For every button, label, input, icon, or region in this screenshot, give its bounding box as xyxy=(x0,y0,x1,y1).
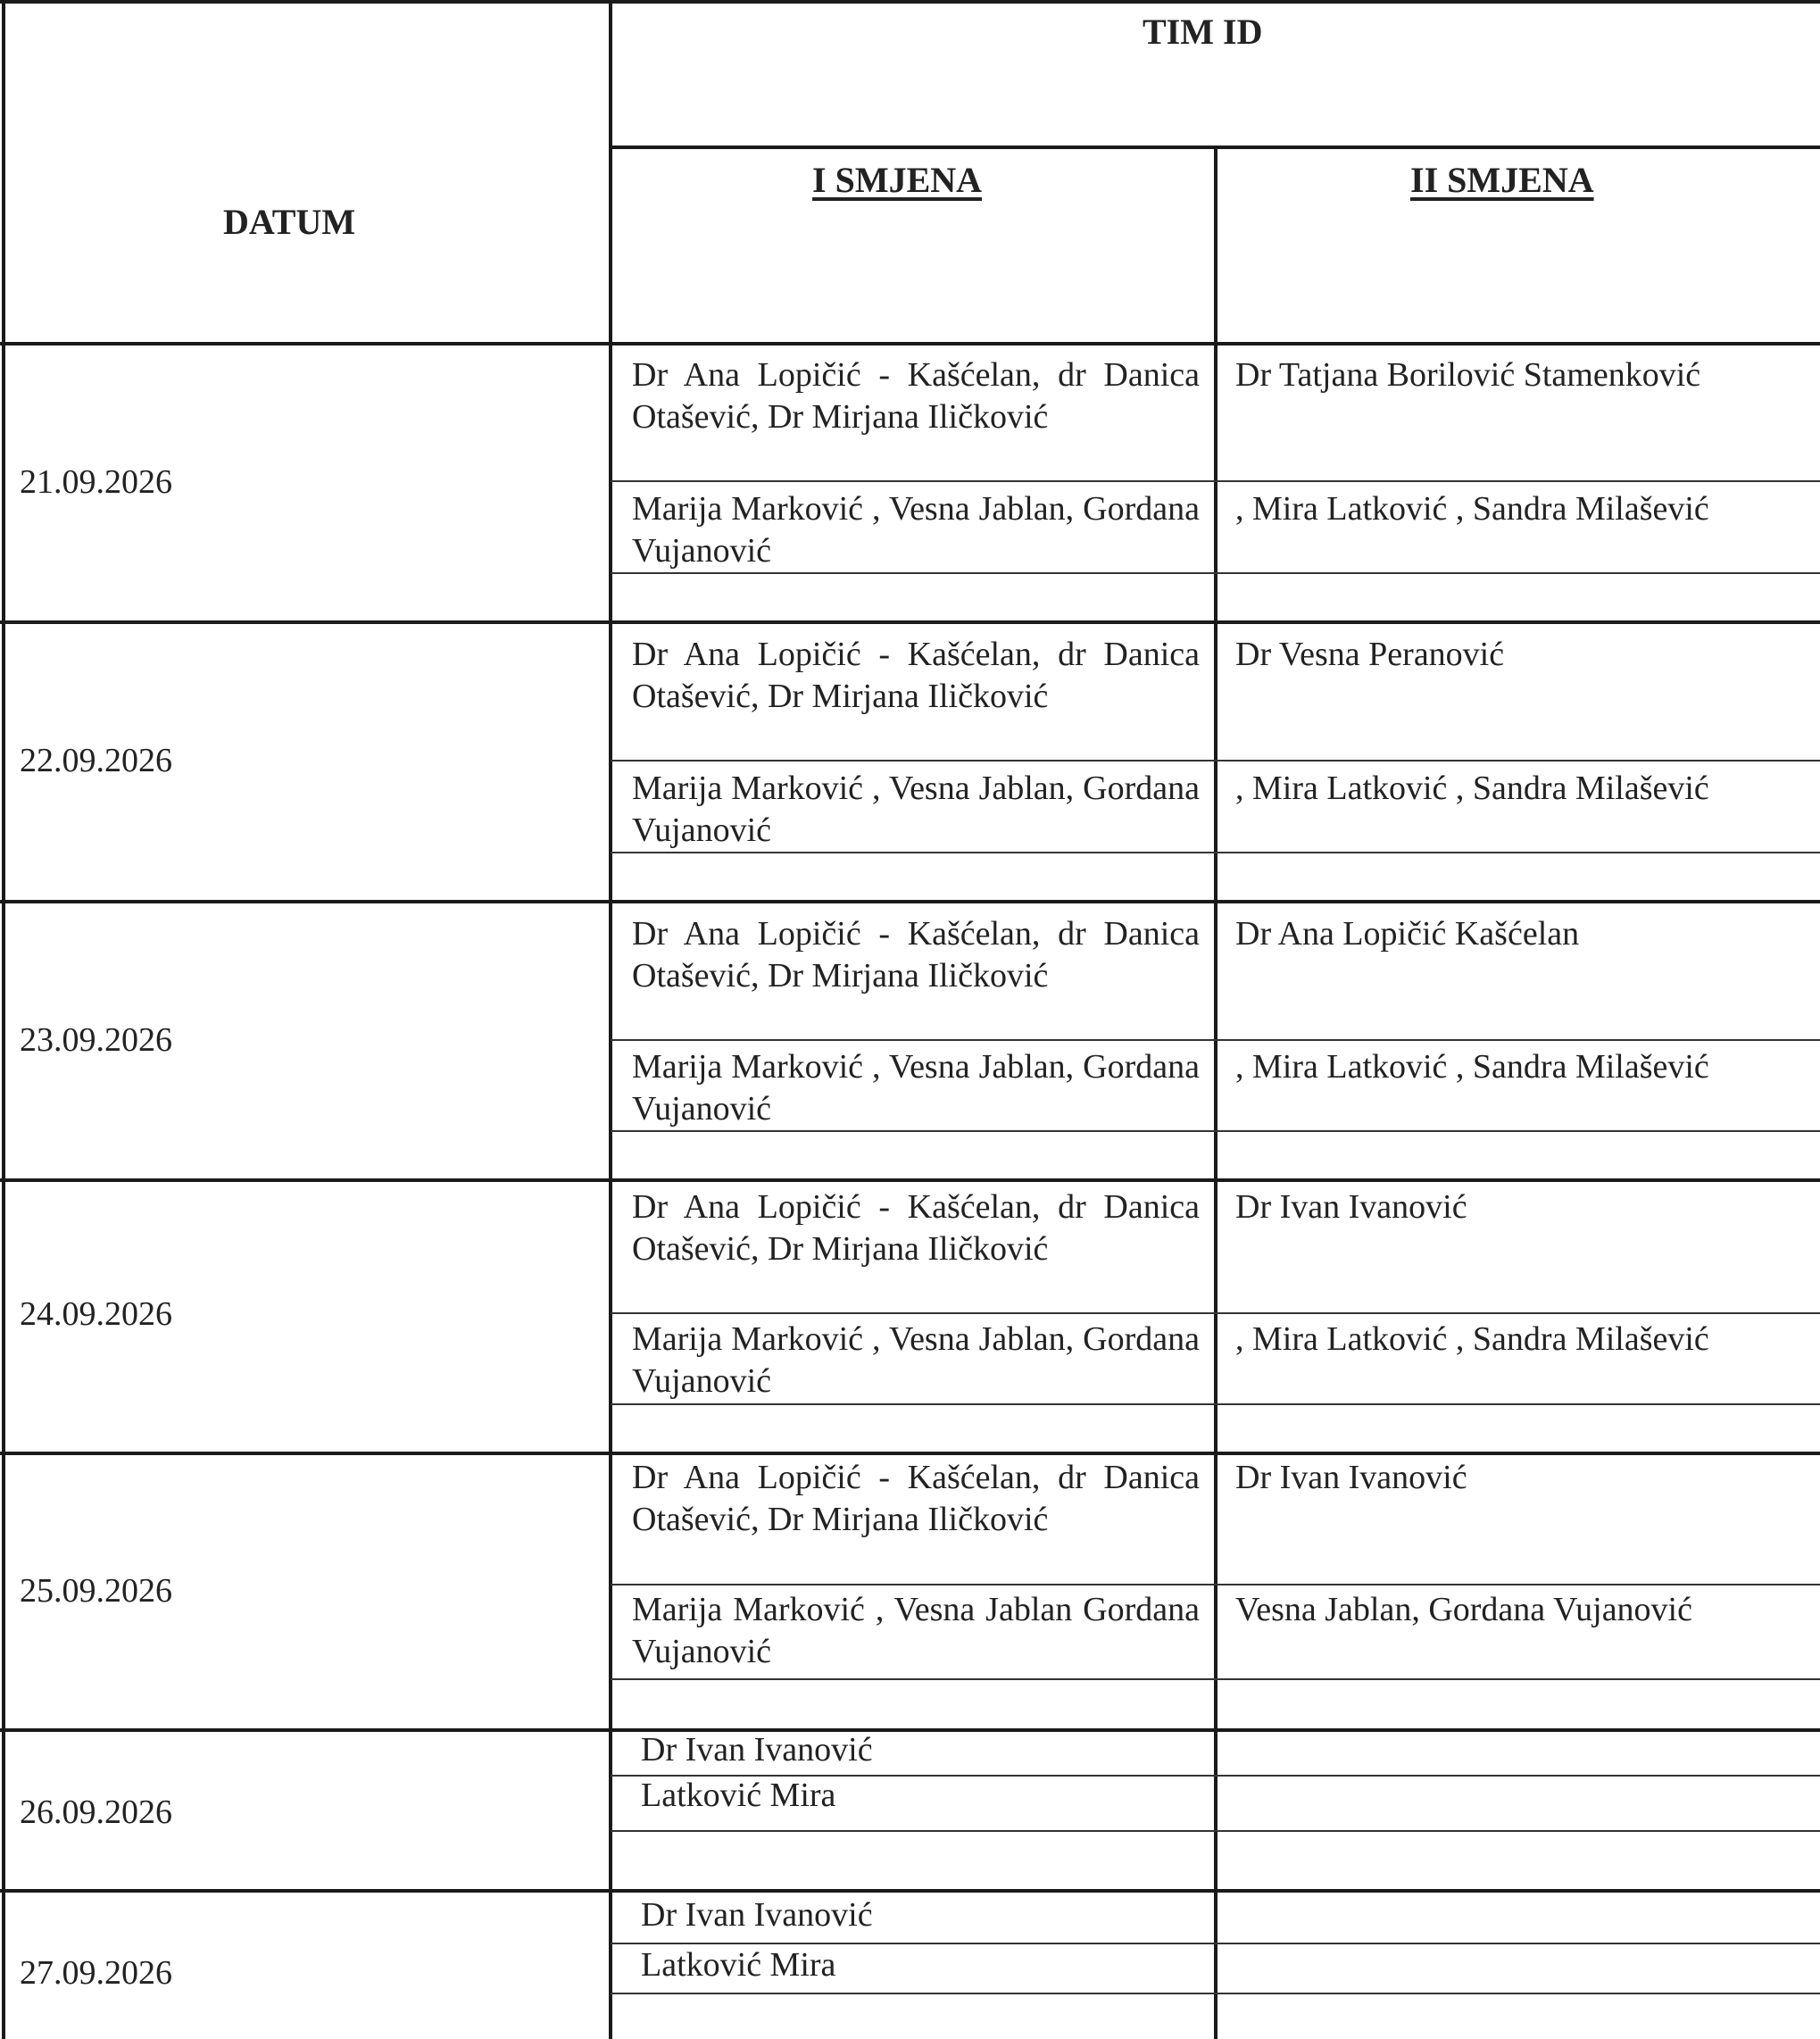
subrow-divider xyxy=(611,1403,1820,1405)
table-border-top xyxy=(0,0,1820,4)
row-date: 22.09.2026 xyxy=(20,742,172,779)
shift1-header: I SMJENA xyxy=(812,160,983,200)
subrow-divider xyxy=(611,1130,1820,1132)
shift1-doctors: Dr Ana Lopičić - Kašćelan, dr Danica Otašević, Dr Mirjana Iličković xyxy=(632,636,1200,715)
subrow-divider xyxy=(611,1584,1820,1585)
team-header: TIM ID xyxy=(1143,12,1263,52)
shift2-staff: Vesna Jablan, Gordana Vujanović xyxy=(1235,1591,1692,1628)
row-date: 27.09.2026 xyxy=(20,1954,172,1992)
subrow-divider xyxy=(611,1312,1820,1314)
row-border xyxy=(0,1728,1820,1732)
shift1-staff: Latković Mira xyxy=(641,1946,836,1984)
shift1-doctors: Dr Ivan Ivanović xyxy=(641,1731,873,1769)
shift2-staff: , Mira Latković , Sandra Milašević xyxy=(1235,1048,1709,1086)
subrow-divider xyxy=(611,572,1820,574)
subrow-divider xyxy=(611,1830,1820,1832)
subrow-divider xyxy=(611,480,1820,482)
datum-header: DATUM xyxy=(223,202,356,242)
row-date: 26.09.2026 xyxy=(20,1793,172,1831)
row-border xyxy=(0,1452,1820,1455)
subrow-divider xyxy=(611,1678,1820,1680)
shift2-staff: , Mira Latković , Sandra Milašević xyxy=(1235,770,1709,807)
shift2-doctors: Dr Ivan Ivanović xyxy=(1235,1188,1467,1226)
shift2-doctors: Dr Vesna Peranović xyxy=(1235,636,1505,673)
column-divider-shifts xyxy=(1214,147,1217,2039)
shift2-header: II SMJENA xyxy=(1410,160,1594,200)
row-border xyxy=(0,1889,1820,1893)
subrow-divider xyxy=(611,760,1820,762)
shift1-doctors: Dr Ana Lopičić - Kašćelan, dr Danica Otašević, Dr Mirjana Iličković xyxy=(632,1459,1200,1538)
shift1-staff: Latković Mira xyxy=(641,1777,836,1814)
row-border xyxy=(0,900,1820,903)
shift2-staff: , Mira Latković , Sandra Milašević xyxy=(1235,1320,1709,1358)
shift1-staff: Marija Marković , Vesna Jablan, Gordana Vujanović xyxy=(632,490,1200,570)
shift2-doctors: Dr Ana Lopičić Kašćelan xyxy=(1235,915,1580,953)
header-bottom-border xyxy=(0,342,1820,345)
row-border xyxy=(0,1178,1820,1182)
row-date: 24.09.2026 xyxy=(20,1295,172,1333)
row-date: 23.09.2026 xyxy=(20,1021,172,1059)
row-date: 25.09.2026 xyxy=(20,1572,172,1610)
row-border xyxy=(0,620,1820,624)
shift1-doctors: Dr Ana Lopičić - Kašćelan, dr Danica Otašević, Dr Mirjana Iličković xyxy=(632,1188,1200,1268)
column-divider-datum xyxy=(609,0,612,2039)
shift1-staff: Marija Marković , Vesna Jablan, Gordana Vujanović xyxy=(632,1048,1200,1128)
shift1-doctors: Dr Ivan Ivanović xyxy=(641,1896,873,1934)
shift1-staff: Marija Marković , Vesna Jablan, Gordana Vujanović xyxy=(632,1320,1200,1400)
subrow-divider xyxy=(611,1993,1820,1994)
shift1-doctors: Dr Ana Lopičić - Kašćelan, dr Danica Otašević, Dr Mirjana Iličković xyxy=(632,356,1200,436)
shift1-staff: Marija Marković , Vesna Jablan Gordana Vujanović xyxy=(632,1591,1200,1670)
shift2-doctors: Dr Ivan Ivanović xyxy=(1235,1459,1467,1496)
shift1-staff: Marija Marković , Vesna Jablan, Gordana Vujanović xyxy=(632,770,1200,849)
table-border-left xyxy=(2,0,5,2039)
shift2-doctors: Dr Tatjana Borilović Stamenković xyxy=(1235,356,1701,394)
row-date: 21.09.2026 xyxy=(20,463,172,501)
subrow-divider xyxy=(611,1039,1820,1041)
subrow-divider xyxy=(611,852,1820,853)
shift2-staff: , Mira Latković , Sandra Milašević xyxy=(1235,490,1709,528)
shift1-doctors: Dr Ana Lopičić - Kašćelan, dr Danica Otašević, Dr Mirjana Iličković xyxy=(632,915,1200,995)
